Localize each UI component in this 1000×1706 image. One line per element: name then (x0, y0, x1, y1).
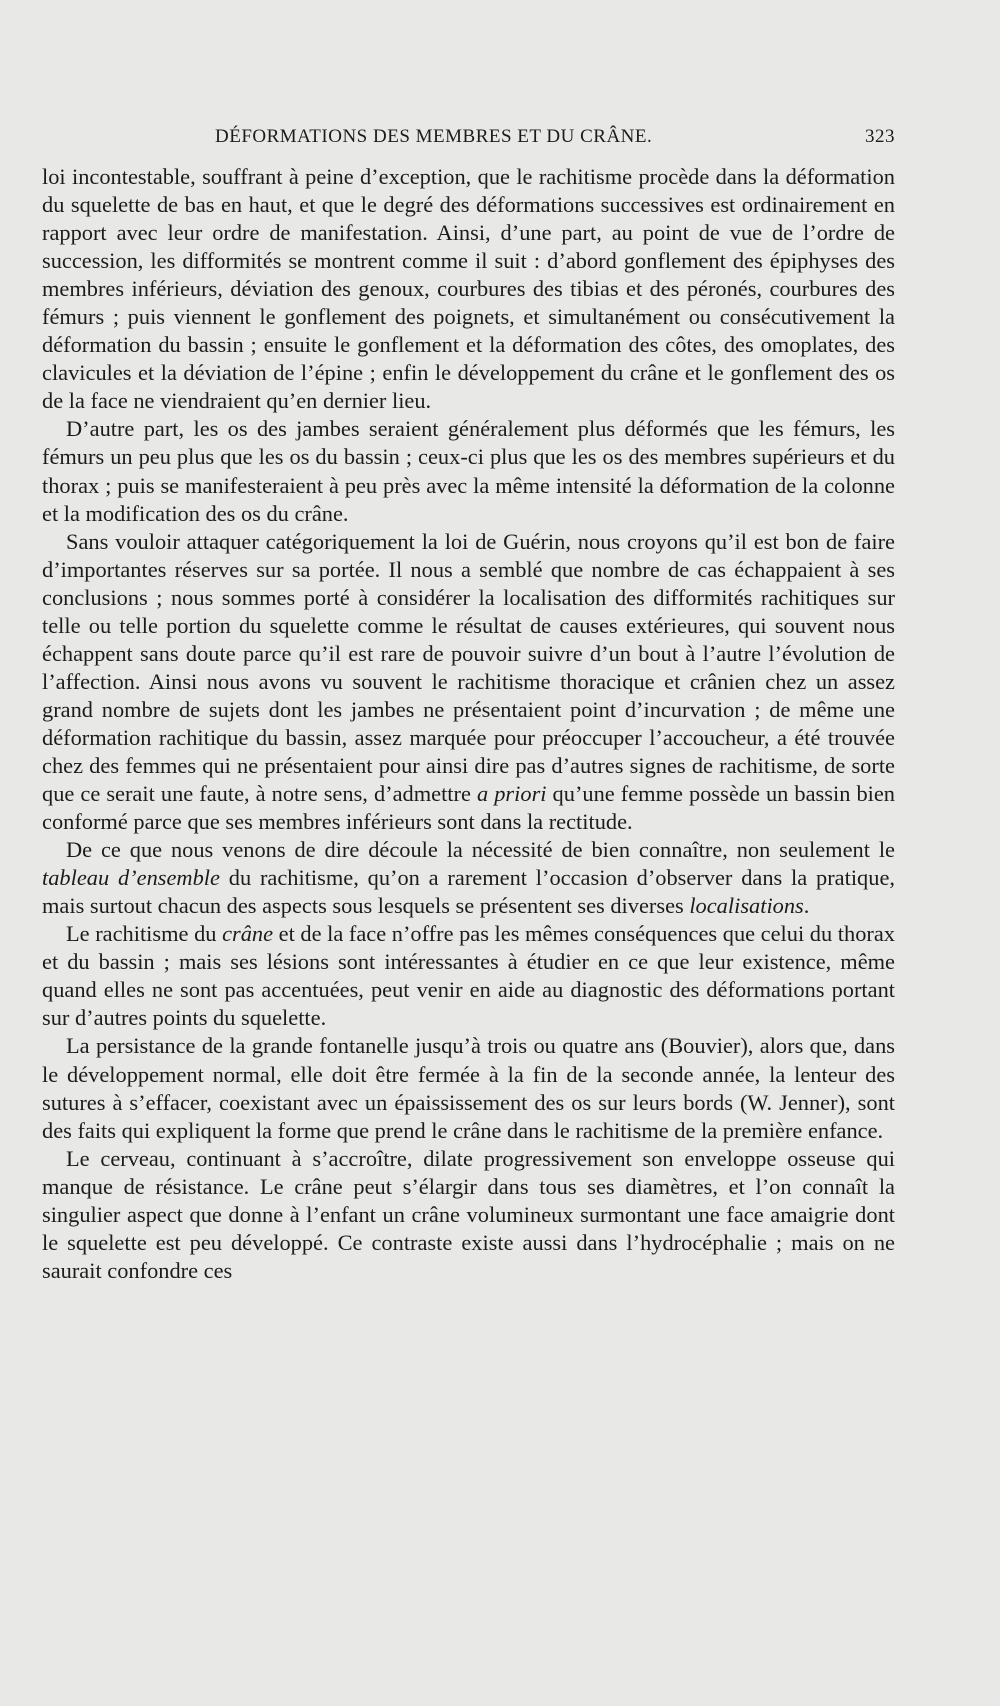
page-header (215, 126, 895, 156)
paragraph-5-text-a: Le rachitisme du (66, 921, 223, 947)
paragraph-6 (42, 1032, 895, 1144)
paragraph-4-italic-tableau: tableau d’ensemble (42, 865, 220, 891)
paragraph-7 (42, 1145, 895, 1285)
paragraph-5-italic-crane: crâne (222, 921, 274, 947)
paragraph-3 (42, 528, 895, 837)
running-title: DÉFORMATIONS DES MEMBRES ET DU CRÂNE. (215, 126, 653, 147)
page-number: 323 (865, 126, 895, 147)
paragraph-4 (42, 836, 895, 920)
paragraph-3-italic-a-priori: a priori (476, 781, 547, 807)
paragraph-6-text: La persistance de la grande fontanelle jusqu’à trois ou quatre ans (Bouvier), alors que, dans le développement normal, elle doit être fermée à la fin de la seconde année, la lenteur des sutures à s’effacer, coexistant avec un épaississement des os sur leurs bords (W. Jenner), sont des faits qui expliquent la forme que prend le crâne dans le rachitisme de la première enfance. (42, 1033, 895, 1143)
paragraph-2 (42, 415, 895, 527)
paragraph-4-text-a: De ce que nous venons de dire découle la nécessité de bien connaître, non seulement le (66, 837, 895, 863)
paragraph-4-text-c: . (803, 893, 810, 919)
paragraph-3-text-a: Sans vouloir attaquer catégoriquement la loi de Guérin, nous croyons qu’il est bon de faire d’importantes réserves sur sa portée. Il nous a semblé que nombre de cas échappaient à ses conclusions ; nous sommes porté à considérer la localisation des difformités rachitiques sur telle ou telle portion du squelette comme le résultat de causes extérieures, qui souvent nous échappent sans doute parce qu’il est rare de pouvoir suivre d’un bout à l’autre l’évolution de l’affection. Ainsi nous avons vu souvent le rachitisme thoracique et crânien chez un assez grand nombre de sujets dont les jambes ne présentaient point d’incurvation ; de même une déformation rachitique du bassin, assez marquée pour préoccuper l’accoucheur, a été trouvée chez des femmes qui ne présentaient pour ainsi dire pas d’autres signes de rachitisme, de sorte que ce serait une faute, à notre sens, d’admettre (42, 528, 895, 807)
paragraph-4-italic-localisations: localisations (689, 893, 804, 919)
paragraph-2-text: D’autre part, les os des jambes seraient généralement plus déformés que les fémurs, les fémurs un peu plus que les os du bassin ; ceux-ci plus que les os des membres supérieurs et du thorax ; puis se manifesteraient à peu près avec la même intensité la déformation de la colonne et la modification des os du crâne. (42, 416, 895, 526)
paragraph-7-text: Le cerveau, continuant à s’accroître, dilate progressivement son enveloppe osseuse qui manque de résistance. Le crâne peut s’élargir dans tous ses diamètres, et l’on connaît la singulier aspect que donne à l’enfant un crâne volumineux surmontant une face amaigrie dont le squelette est peu développé. Ce contraste existe aussi dans l’hydrocéphalie ; mais on ne saurait confondre ces (42, 1145, 895, 1283)
paragraph-5-text-b: et de la face n’offre pas les mêmes conséquences que celui du thorax et du bassin ; mais ses lésions sont intéressantes à étudier en ce que leur existence, même quand elles ne sont pas accentuées, peut venir en aide au diagnostic des déformations portant sur d’autres points du squelette. (42, 921, 895, 1031)
paragraph-1 (42, 163, 895, 415)
body-text (42, 163, 895, 1285)
paragraph-1-text: loi incontestable, souffrant à peine d’exception, que le rachitisme procède dans la déformation du squelette de bas en haut, et que le degré des déformations successives est ordinairement en rapport avec leur ordre de manifestation. Ainsi, d’une part, au point de vue de l’ordre de succession, les difformités se montrent comme il suit : d’abord gonflement des épiphyses des membres inférieurs, déviation des genoux, courbures des tibias et des péronés, courbures des fémurs ; puis viennent le gonflement des poignets, et simultanément ou consécutivement la déformation du bassin ; ensuite le gonflement et la déformation des côtes, des omoplates, des clavicules et la déviation de l’épine ; enfin le développement du crâne et le gonflement des os de la face ne viendraient qu’en dernier lieu. (42, 164, 895, 414)
paragraph-3-text-b: qu’une femme possède un bassin bien conformé parce que ses membres inférieurs sont dans la rectitude. (42, 781, 895, 835)
paragraph-5 (42, 920, 895, 1032)
paragraph-4-text-b: du rachitisme, qu’on a rarement l’occasion d’observer dans la pratique, mais surtout chacun des aspects sous lesquels se présentent ses diverses (42, 865, 895, 919)
